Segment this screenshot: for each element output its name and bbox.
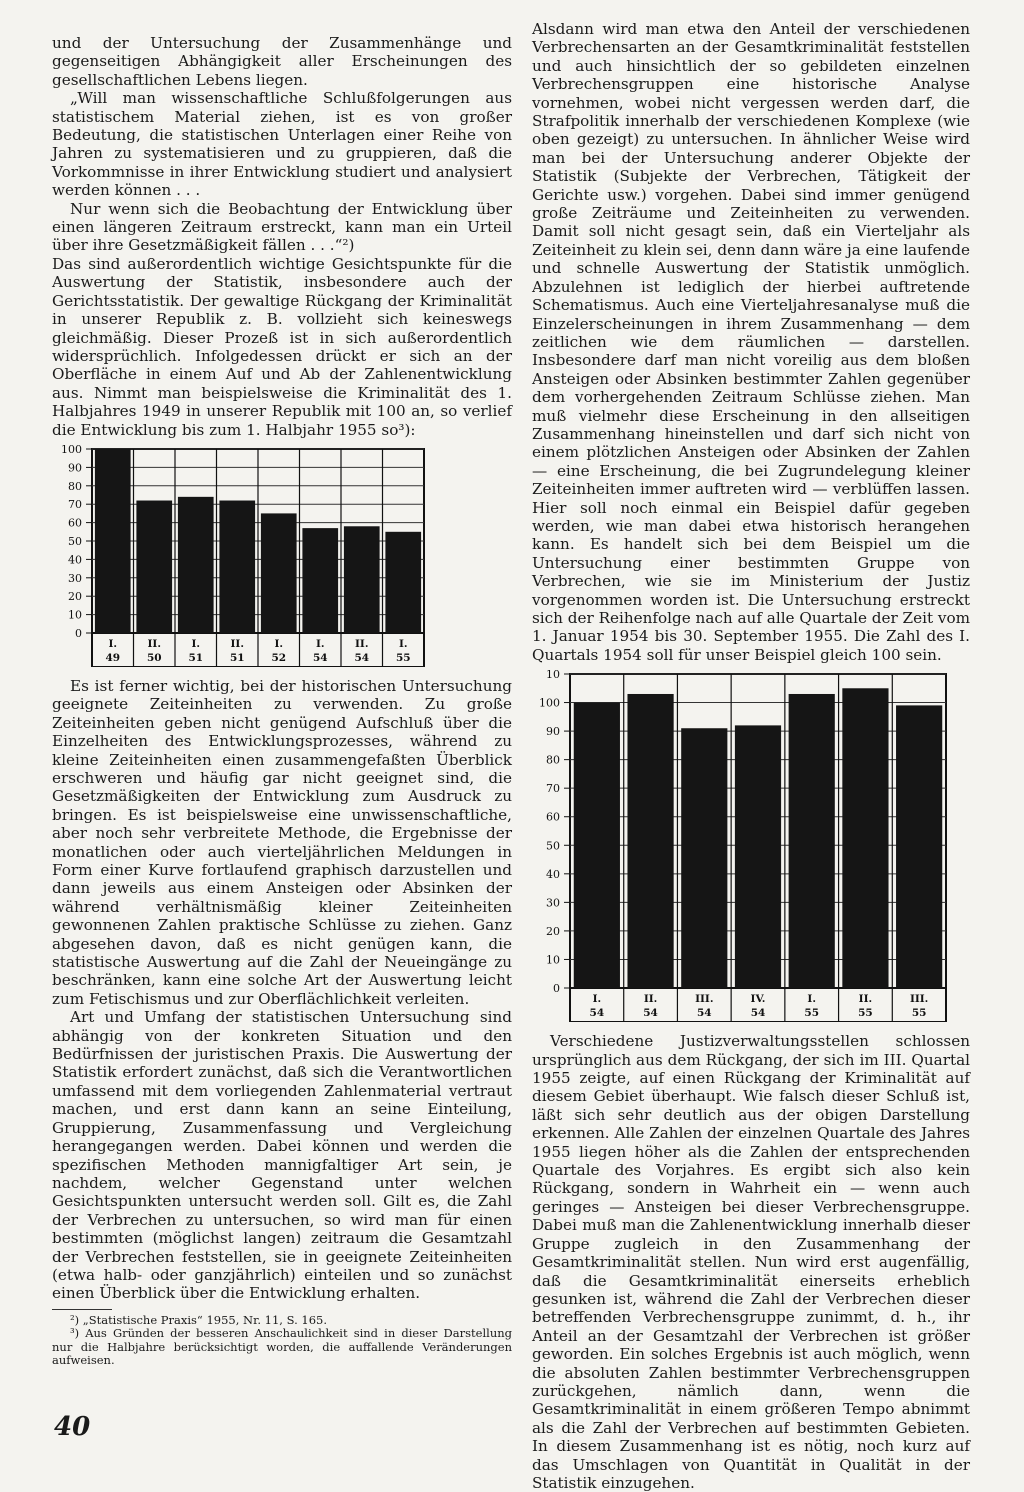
chart-quarters xyxy=(532,670,970,1022)
y-tick-label: 30 xyxy=(68,571,82,585)
y-tick-label: 0 xyxy=(75,626,82,640)
footnote-divider xyxy=(52,1309,112,1310)
y-tick-label: 10 xyxy=(546,670,560,682)
x-tick-label: 50 xyxy=(146,651,162,664)
x-tick-label: II. xyxy=(643,993,658,1006)
y-tick-label: 50 xyxy=(546,839,560,853)
bar xyxy=(344,526,380,633)
y-tick-label: 60 xyxy=(68,516,82,530)
bar xyxy=(219,500,255,632)
x-tick-label: I. xyxy=(191,637,201,650)
footnote: ²) „Statistische Praxis“ 1955, Nr. 11, S. 165. xyxy=(70,1312,327,1327)
y-tick-label: 80 xyxy=(546,753,560,767)
chart-half-years xyxy=(52,445,512,667)
y-tick-label: 50 xyxy=(68,534,82,548)
bar xyxy=(385,532,421,633)
paragraph: und der Untersuchung der Zusammenhänge und gegenseitigen Abhängigkeit aller Erscheinungen des gesellschaftlichen Lebens liegen. xyxy=(52,34,512,89)
x-tick-label: IV. xyxy=(750,993,766,1006)
x-tick-label: I. xyxy=(592,993,602,1006)
x-tick-label: 55 xyxy=(858,1007,873,1020)
x-tick-label: 51 xyxy=(229,651,245,664)
y-tick-label: 10 xyxy=(546,953,560,967)
y-tick-label: 90 xyxy=(546,725,560,739)
y-tick-label: 20 xyxy=(546,925,560,939)
y-tick-label: 10 xyxy=(68,608,82,622)
y-tick-label: 60 xyxy=(546,810,560,824)
y-tick-label: 80 xyxy=(68,479,82,493)
paragraph: Es ist ferner wichtig, bei der historischen Untersuchung geeignete Zeiteinheiten zu verwenden. Zu große Zeiteinheiten geben nicht genügend Aufschluß über die Einzelheiten des Entwicklungsprozesses, während zu kleine Zeiteinheiten einen zusammengefaßten Überblick erschweren und häufig gar nicht geeignet sind, die Gesetzmäßigkeiten der Entwicklung zum Ausdruck zu bringen. Es ist beispielsweise eine unwissenschaftliche, aber noch sehr verbreitete Methode, die Ergebnisse der monatlichen oder auch vierteljährlichen Meldungen in Form einer Kurve fortlaufend graphisch darzustellen und dann jeweils aus einem Ansteigen oder Absinken der während verhältnismäßig kleiner Zeiteinheiten gewonnenen Zahlen praktische Schlüsse zu ziehen. Ganz abgesehen davon, daß es nicht genügen kann, die statistische Auswertung auf die Zahl der Neueingänge zu beschränken, kann eine solche Art der Auswertung leicht zum Fetischismus und zur Oberflächlichkeit verleiten. xyxy=(52,676,512,1008)
bar xyxy=(735,726,781,989)
bar xyxy=(136,500,172,632)
y-tick-label: 100 xyxy=(539,696,560,710)
y-tick-label: 40 xyxy=(68,553,82,567)
y-tick-label: 70 xyxy=(546,782,560,796)
paragraph: Art und Umfang der statistischen Untersuchung sind abhängig von der konkreten Situation und den Bedürfnissen der juristischen Praxis. Die Auswertung der Statistik erfordert zunächst, daß sich die Verantwortlichen umfassend mit dem vorliegenden Zahlenmaterial vertraut machen, und erst dann kann an seine Einteilung, Gruppierung, Zusammenfassung und Vergleichung herangegangen werden. Dabei können und werden die spezifischen Methoden mannigfaltiger Art sein, je nachdem, welcher Gegenstand unter welchen Gesichtspunkten untersucht werden soll. Gilt es, die Zahl der Verbrechen zu untersuchen, so wird man für einen bestimmten (möglichst langen) zeitraum die Gesamtzahl der Verbrechen feststellen, sie in geeignete Zeiteinheiten (etwa halb- oder ganzjährlich) einteilen und so zunächst einen Überblick über die Entwicklung erhalten. xyxy=(52,1008,512,1303)
bar xyxy=(681,728,727,988)
bar xyxy=(178,497,214,633)
bar xyxy=(302,528,338,633)
footnote: ³) Aus Gründen der besseren Anschaulichkeit sind in dieser Darstellung nur die Halbjahre berücksichtigt worden, die auffallende Veränderungen aufweisen. xyxy=(52,1326,512,1368)
x-tick-label: II. xyxy=(230,637,244,650)
y-tick-label: 0 xyxy=(553,982,560,996)
y-tick-label: 100 xyxy=(61,444,82,456)
bar xyxy=(574,703,620,988)
x-tick-label: II. xyxy=(858,993,873,1006)
bar xyxy=(627,694,673,988)
x-tick-label: 54 xyxy=(354,651,370,664)
x-tick-label: I. xyxy=(315,637,325,650)
x-tick-label: 54 xyxy=(589,1007,605,1020)
paragraph: Alsdann wird man etwa den Anteil der verschiedenen Verbrechensarten an der Gesamtkriminalität feststellen und auch hinsichtlich der so gebildeten einzelnen Verbrechensgruppen eine historische Analyse vornehmen, wobei nicht vergessen werden darf, die Strafpolitik innerhalb der verschiedenen Komplexe (wie oben gezeigt) zu untersuchen. In ähnlicher Weise wird man bei der Untersuchung anderer Objekte der Statistik (Subjekte der Verbrechen, Tätigkeit der Gerichte usw.) vorgehen. Dabei sind immer genügend große Zeiträume und Zeiteinheiten zu verwenden. Damit soll nicht gesagt sein, daß ein Vierteljahr als Zeiteinheit zu klein sei, denn dann wäre ja eine laufende und schnelle Auswertung der Statistik unmöglich. Abzulehnen ist lediglich der hierbei auftretende Schematismus. Auch eine Vierteljahresanalyse muß die Einzelerscheinungen in ihrem Zusammenhang — dem zeitlichen wie dem räumlichen — darstellen. Insbesondere darf man nicht voreilig aus dem bloßen Ansteigen oder Absinken bestimmter Zahlen gegenüber dem vorhergehenden Zeitraum Schlüsse ziehen. Man muß vielmehr diese Erscheinung in den allseitigen Zusammenhang hineinstellen und darf sich nicht von einem plötzlichen Ansteigen oder Absinken der Zahlen — eine Erscheinung, die bei Zugrundelegung kleiner Zeiteinheiten immer auftreten wird — verblüffen lassen. Hier soll noch einmal ein Beispiel dafür gegeben werden, wie man dabei etwa historisch herangehen kann. Es handelt sich bei dem Beispiel um die Untersuchung einer bestimmten Gruppe von Verbrechen, wie sie im Ministerium der Justiz vorgenommen worden ist. Die Untersuchung erstreckt sich der Reihenfolge nach auf alle Quartale der Zeit vom 1. Januar 1954 bis 30. September 1955. Die Zahl des I. Quartals 1954 soll für unser Beispiel gleich 100 sein. xyxy=(532,20,971,664)
x-tick-label: 52 xyxy=(271,651,287,664)
x-tick-label: 54 xyxy=(643,1007,658,1020)
x-tick-label: I. xyxy=(807,993,817,1006)
x-tick-label: I. xyxy=(274,637,284,650)
y-tick-label: 90 xyxy=(68,461,82,475)
y-tick-label: 40 xyxy=(546,868,560,882)
x-tick-label: III. xyxy=(695,993,714,1006)
x-tick-label: 49 xyxy=(105,651,121,664)
y-tick-label: 20 xyxy=(68,590,82,604)
quote-paragraph: Nur wenn sich die Beobachtung der Entwicklung über einen längeren Zeitraum erstreckt, kann man ein Urteil über ihre Gesetzmäßigkeit fällen . . .“²) xyxy=(52,199,512,255)
page-number: 40 xyxy=(54,1412,91,1442)
x-tick-label: 54 xyxy=(750,1007,766,1020)
bar-chart-1 xyxy=(52,445,432,667)
bar xyxy=(95,449,131,633)
bar-chart-2 xyxy=(532,670,952,1022)
x-tick-label: I. xyxy=(398,637,408,650)
bar xyxy=(842,688,888,988)
x-tick-label: 55 xyxy=(395,651,411,664)
quote-paragraph: „Will man wissenschaftliche Schlußfolgerungen aus statistischem Material ziehen, ist es von großer Bedeutung, die statistischen Unterlagen einer Reihe von Jahren zu systematisieren und zu gruppieren, daß die Vorkommnisse in ihrer Entwicklung studiert und analysiert werden können . . . xyxy=(52,89,512,200)
x-tick-label: 51 xyxy=(188,651,204,664)
left-column xyxy=(52,34,512,1368)
x-tick-label: 55 xyxy=(804,1007,820,1020)
bar xyxy=(261,513,297,633)
x-tick-label: 54 xyxy=(312,651,328,664)
y-tick-label: 70 xyxy=(68,498,82,512)
right-column xyxy=(532,20,970,1492)
x-tick-label: 55 xyxy=(911,1007,927,1020)
x-tick-label: I. xyxy=(108,637,118,650)
x-tick-label: III. xyxy=(909,993,929,1006)
x-tick-label: II. xyxy=(147,637,161,650)
bar xyxy=(896,706,942,989)
bar xyxy=(789,694,835,988)
paragraph: Verschiedene Justizverwaltungsstellen schlossen ursprünglich aus dem Rückgang, der sich im III. Quartal 1955 zeigte, auf einen Rückgang der Kriminalität auf diesem Gebiet überhaupt. Wie falsch dieser Schluß ist, läßt sich sehr deutlich aus der obigen Darstellung erkennen. Alle Zahlen der einzelnen Quartale des Jahres 1955 liegen höher als die Zahlen der entsprechenden Quartale des Vorjahres. Es ergibt sich also kein Rückgang, sondern in Wahrheit ein — wenn auch geringes — Ansteigen bei dieser Verbrechensgruppe. Dabei muß man die Zahlenentwicklung innerhalb dieser Gruppe zugleich in den Zusammenhang der Gesamtkriminalität stellen. Nun wird erst augenfällig, daß die Gesamtkriminalität einerseits erheblich gesunken ist, während die Zahl der Verbrechen dieser betreffenden Verbrechensgruppe zunimmt, d. h., ihr Anteil an der Gesamtzahl der Verbrechen ist größer geworden. Ein solches Ergebnis ist auch möglich, wenn die absoluten Zahlen bestimmter Verbrechensgruppen zurückgehen, nämlich dann, wenn die Gesamtkriminalität in einem größeren Tempo abnimmt als die Zahl der Verbrechen auf bestimmten Gebieten. In diesem Zusammenhang ist es nötig, noch kurz auf das Umschlagen von Quantität in Qualität in der Statistik einzugehen. xyxy=(532,1032,970,1492)
paragraph: Das sind außerordentlich wichtige Gesichtspunkte für die Auswertung der Statistik, insbesondere auch der Gerichtsstatistik. Der gewaltige Rückgang der Kriminalität in unserer Republik z. B. vollzieht sich keineswegs gleichmäßig. Dieser Prozeß ist in sich außerordentlich widersprüchlich. Infolgedessen drückt er sich an der Oberfläche in einem Auf und Ab der Zahlenentwicklung aus. Nimmt man beispielsweise die Kriminalität des 1. Halbjahres 1949 in unserer Republik mit 100 an, so verlief die Entwicklung bis zum 1. Halbjahr 1955 so³): xyxy=(52,254,512,439)
x-tick-label: 54 xyxy=(696,1007,712,1020)
x-tick-label: II. xyxy=(355,637,369,650)
y-tick-label: 30 xyxy=(546,896,560,910)
